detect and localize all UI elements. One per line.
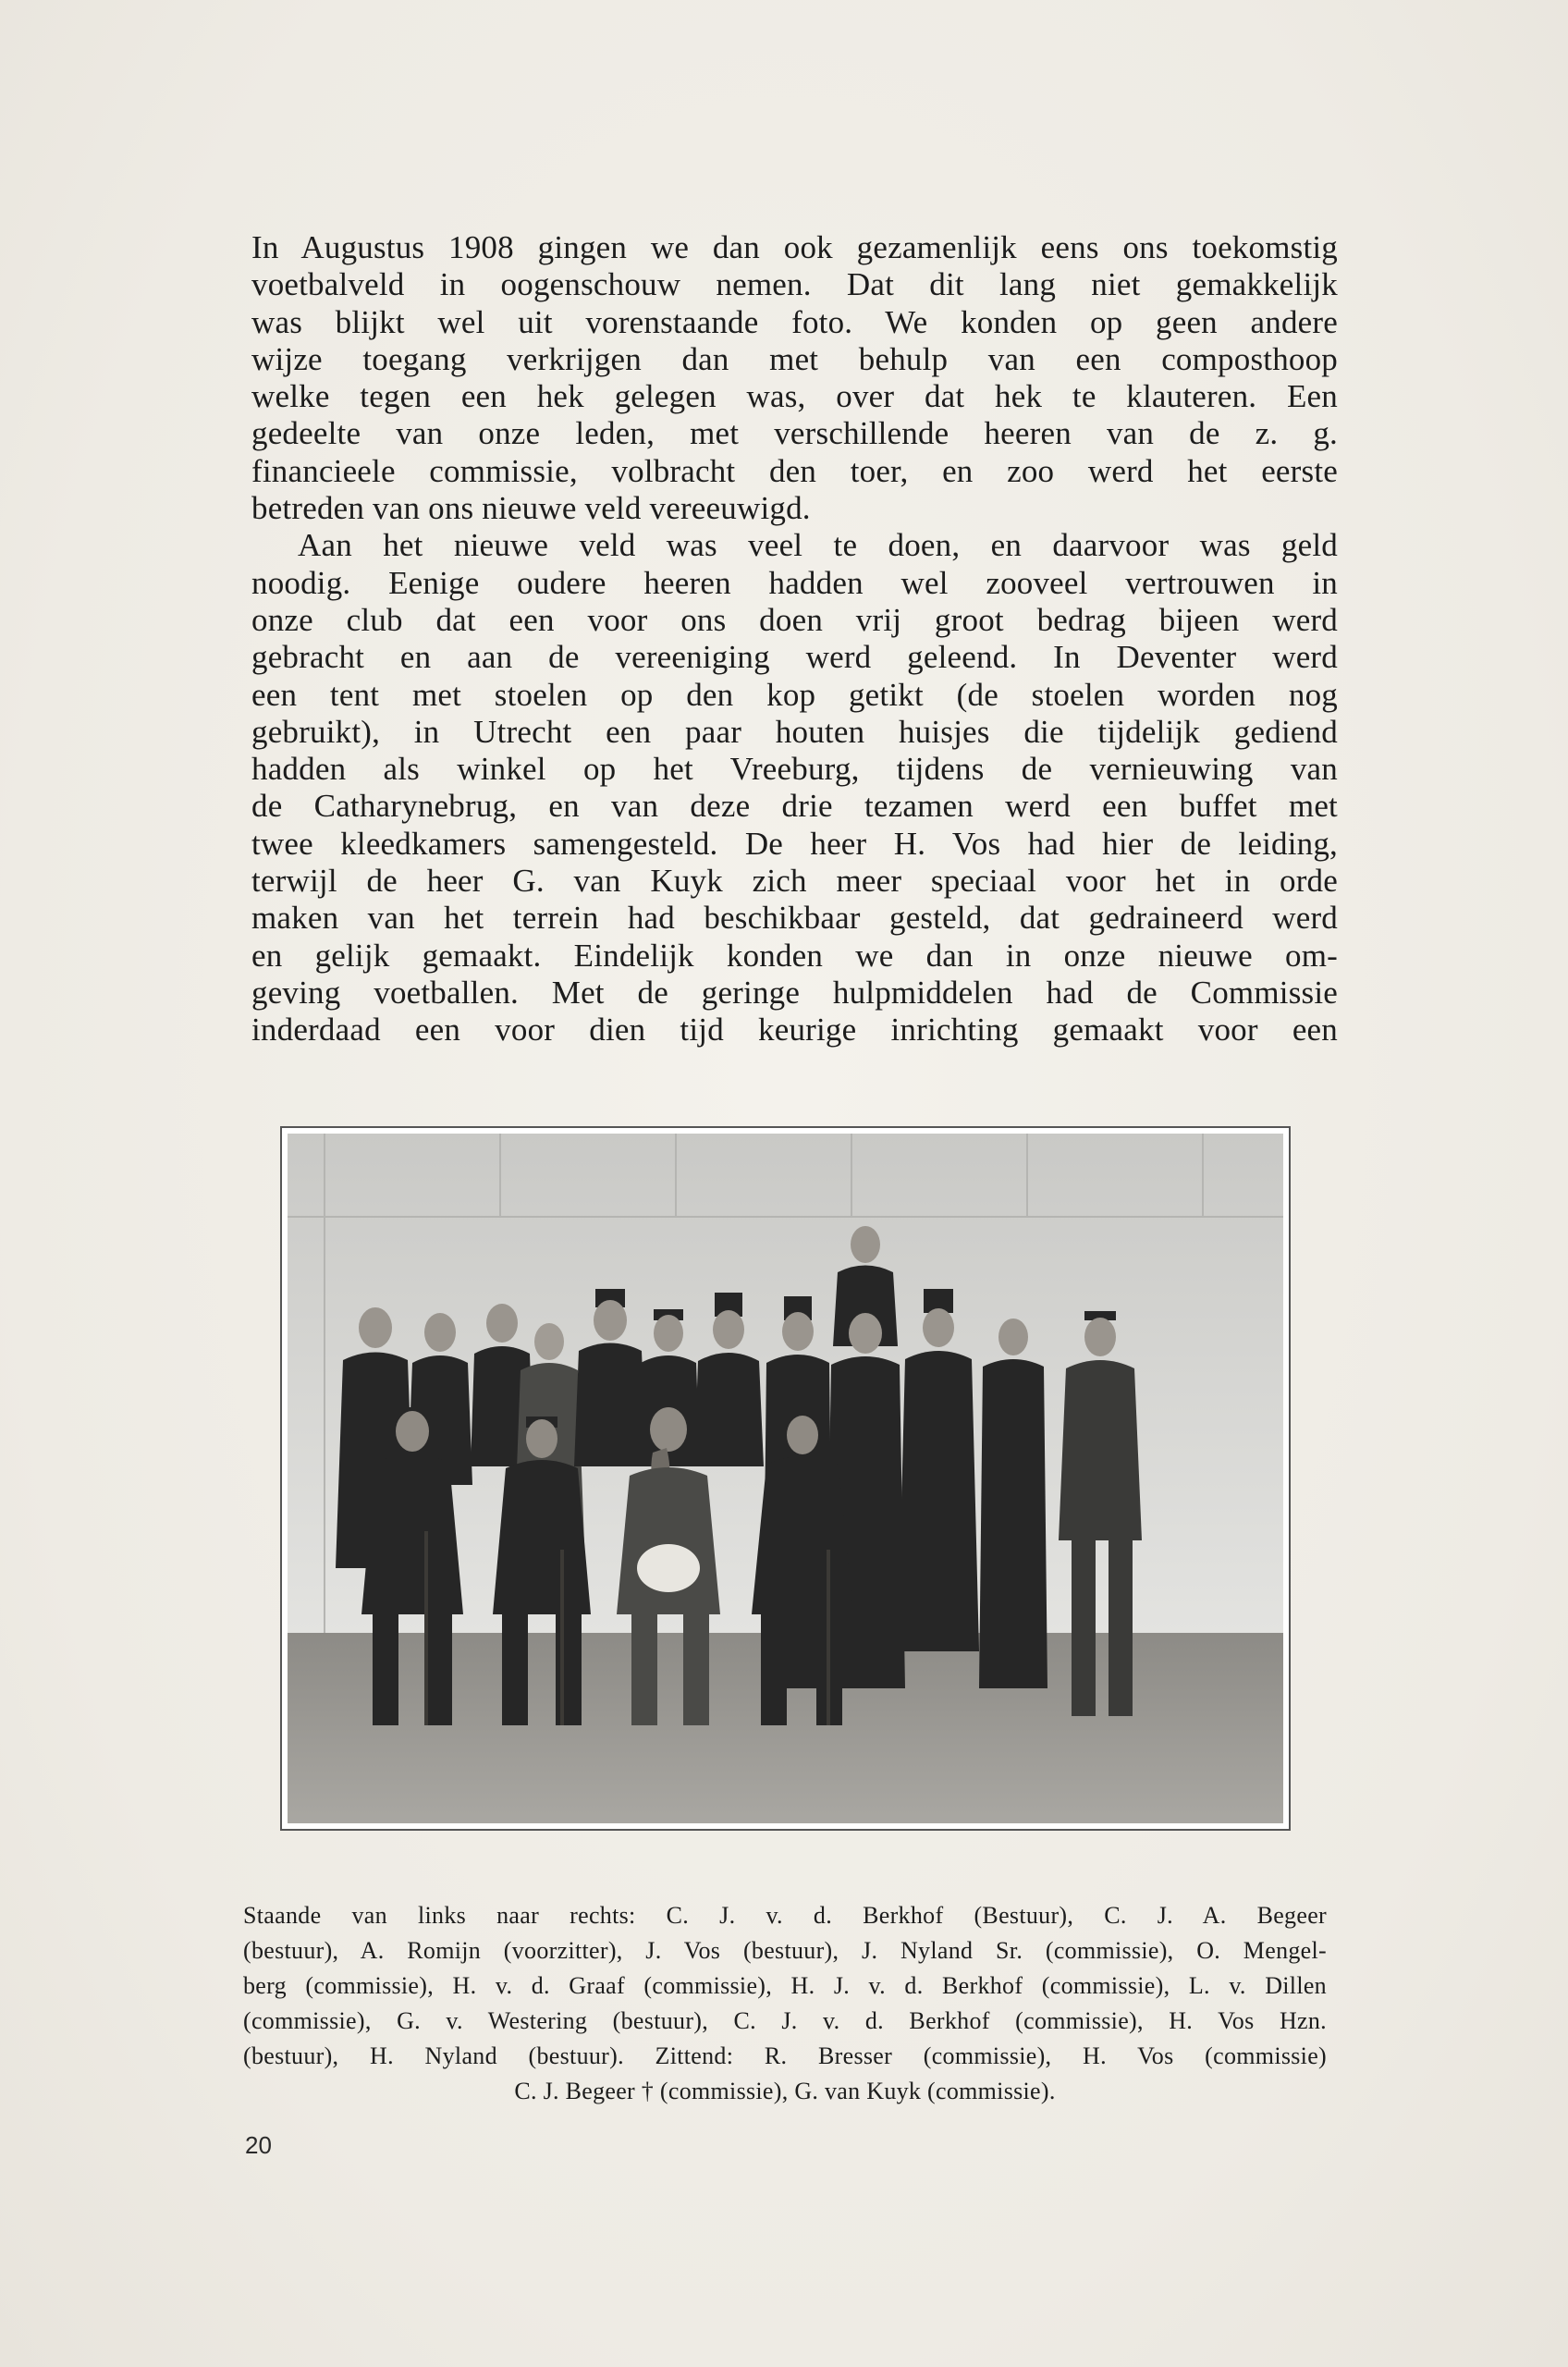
text-line: voetbalveld in oogenschouw nemen. Dat dit lang niet gemakkelijk [251,266,1338,303]
text-line: welke tegen een hek gelegen was, over dat hek te klauteren. Een [251,378,1338,415]
text-line: een tent met stoelen op den kop getikt (de stoelen worden nog [251,676,1338,713]
group-photograph [280,1126,1291,1831]
group-photograph-icon [288,1134,1283,1823]
text-line: Aan het nieuwe veld was veel te doen, en daarvoor was geld [298,527,1338,564]
caption-line: (bestuur), H. Nyland (bestuur). Zittend: R. Bresser (commissie), H. Vos (commissie) [243,2042,1327,2069]
caption-line: Staande van links naar rechts: C. J. v. d. Berkhof (Bestuur), C. J. A. Begeer [243,1902,1327,1929]
body-text [251,229,1338,1049]
text-line: hadden als winkel op het Vreeburg, tijdens de vernieuwing van [251,751,1338,788]
page-number: 20 [245,2131,272,2159]
photo-caption [243,1898,1327,2109]
caption-line: C. J. Begeer † (commissie), G. van Kuyk (commissie). [514,2078,1056,2104]
text-line: financieele commissie, volbracht den toer, en zoo werd het eerste [251,452,1338,489]
text-line: betreden van ons nieuwe veld vereeuwigd. [251,490,811,527]
text-line: inderdaad een voor dien tijd keurige inrichting gemaakt voor een [251,1012,1338,1049]
text-line: twee kleedkamers samengesteld. De heer H. Vos had hier de leiding, [251,825,1338,862]
text-line: gebruikt), in Utrecht een paar houten huisjes die tijdelijk gediend [251,713,1338,750]
text-line: maken van het terrein had beschikbaar gesteld, dat gedraineerd werd [251,900,1338,937]
text-line: gedeelte van onze leden, met verschillende heeren van de z. g. [251,415,1338,452]
text-line: was blijkt wel uit vorenstaande foto. We konden op geen andere [251,303,1338,340]
text-line: onze club dat een voor ons doen vrij groot bedrag bijeen werd [251,601,1338,638]
text-line: noodig. Eenige oudere heeren hadden wel zooveel vertrouwen in [251,564,1338,601]
text-line: de Catharynebrug, en van deze drie tezamen werd een buffet met [251,788,1338,825]
text-line: en gelijk gemaakt. Eindelijk konden we dan in onze nieuwe om- [251,937,1338,974]
caption-line: berg (commissie), H. v. d. Graaf (commissie), H. J. v. d. Berkhof (commissie), L. v. Dillen [243,1972,1327,1999]
text-line: In Augustus 1908 gingen we dan ook gezamenlijk eens ons toekomstig [251,229,1338,265]
text-line: wijze toegang verkrijgen dan met behulp van een composthoop [251,340,1338,377]
caption-line: (bestuur), A. Romijn (voorzitter), J. Vos (bestuur), J. Nyland Sr. (commissie), O. Mengel- [243,1937,1327,1964]
text-line: terwijl de heer G. van Kuyk zich meer speciaal voor het in orde [251,863,1338,900]
text-line: geving voetballen. Met de geringe hulpmiddelen had de Commissie [251,974,1338,1011]
caption-line: (commissie), G. v. Westering (bestuur), C. J. v. d. Berkhof (commissie), H. Vos Hzn. [243,2007,1327,2034]
text-line: gebracht en aan de vereeniging werd geleend. In Deventer werd [251,639,1338,676]
